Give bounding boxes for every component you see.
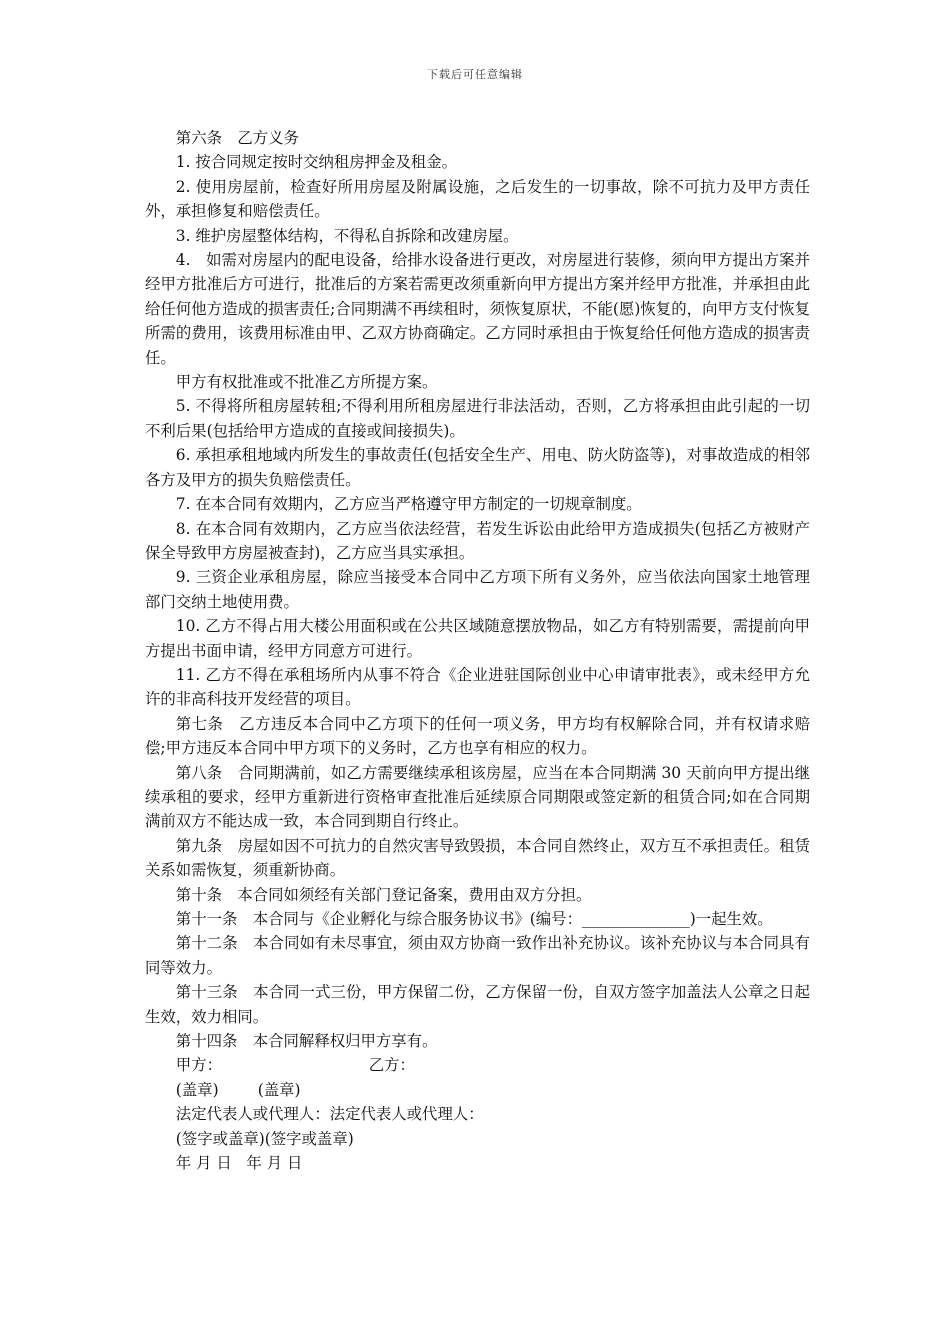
signature-representatives: 法定代表人或代理人：法定代表人或代理人： — [175, 1105, 484, 1124]
clause-paragraph: 5. 不得将所租房屋转租;不得利用所租房屋进行非法活动，否则，乙方将承担由此引起的一切不利后果(包括给甲方造成的直接或间接损失)。 — [145, 397, 810, 440]
article-13: 第十三条 本合同一式三份，甲方保留二份，乙方保留一份，自双方签字加盖法人公章之日起生效，效力相同。 — [145, 983, 810, 1026]
article-11: 第十一条 本合同与《企业孵化与综合服务协议书》(编号：______________)一起生效。 — [175, 910, 773, 928]
article-14: 第十四条 本合同解释权归甲方享有。 — [175, 1032, 438, 1051]
signature-dates: 年 月 日 年 月 日 — [175, 1154, 303, 1173]
clause-paragraph: 8. 在本合同有效期内，乙方应当依法经营，若发生诉讼由此给甲方造成损失(包括乙方被财产保全导致甲方房屋被查封)，乙方应当具实承担。 — [145, 519, 810, 562]
clause-paragraph: 1. 按合同规定按时交纳租房押金及租金。 — [175, 153, 458, 172]
clause-paragraph: 11. 乙方不得在承租场所内从事不符合《企业进驻国际创业中心申请审批表》，或未经甲方允许的非高科技开发经营的项目。 — [145, 665, 810, 709]
contract-body — [145, 126, 810, 1175]
clause-paragraph: 6. 承担承租地域内所发生的事故责任(包括安全生产、用电、防火防盗等)，对事故造成的相邻各方及甲方的损失负赔偿责任。 — [145, 446, 810, 489]
clause-paragraph: 3. 维护房屋整体结构，不得私自拆除和改建房屋。 — [175, 226, 519, 245]
article-6-heading: 第六条 乙方义务 — [175, 129, 299, 147]
clause-paragraph: 4. 如需对房屋内的配电设备，给排水设备进行更改，对房屋进行装修，须向甲方提出方案并经甲方批准后方可进行，批准后的方案若需更改须重新向甲方提出方案并经甲方批准，并承担由此给任何他方造成的损害责任;合同期满不再续租时，须恢复原状，不能(愿)恢复的，向甲方支付恢复所需的费用，该费用标准由甲、乙双方协商确定。乙方同时承担由于恢复给任何他方造成的损害责任。 — [145, 251, 810, 367]
article-7: 第七条 乙方违反本合同中乙方项下的任何一项义务，甲方均有权解除合同，并有权请求赔偿;甲方违反本合同中甲方项下的义务时，乙方也享有相应的权力。 — [145, 714, 810, 758]
clause-paragraph: 2. 使用房屋前，检查好所用房屋及附属设施，之后发生的一切事故，除不可抗力及甲方责任外，承担修复和赔偿责任。 — [145, 177, 810, 221]
signature-signs: (签字或盖章)(签字或盖章) — [175, 1129, 354, 1148]
clause-paragraph: 10. 乙方不得占用大楼公用面积或在公共区域随意摆放物品，如乙方有特别需要，需提前向甲方提出书面申请，经甲方同意方可进行。 — [145, 617, 810, 660]
article-10: 第十条 本合同如须经有关部门登记备案，费用由双方分担。 — [175, 885, 592, 904]
page-header: 下载后可任意编辑 — [427, 68, 523, 81]
signature-seals: (盖章) (盖章) — [175, 1080, 301, 1099]
clause-paragraph: 7. 在本合同有效期内，乙方应当严格遵守甲方制定的一切规章制度。 — [175, 495, 642, 514]
article-9: 第九条 房屋如因不可抗力的自然灾害导致毁损，本合同自然终止，双方互不承担责任。租赁关系如需恢复，须重新协商。 — [145, 836, 810, 880]
signature-parties: 甲方： 乙方： — [175, 1056, 415, 1075]
clause-paragraph: 甲方有权批准或不批准乙方所提方案。 — [175, 373, 438, 392]
clause-paragraph: 9. 三资企业承租房屋，除应当接受本合同中乙方项下所有义务外，应当依法向国家土地管理部门交纳土地使用费。 — [145, 568, 810, 611]
article-8: 第八条 合同期满前，如乙方需要继续承租该房屋，应当在本合同期满 30 天前向甲方提出继续承租的要求，经甲方重新进行资格审查批准后延续原合同期限或签定新的租赁合同;如在合同期满前双方不能达成一致，本合同到期自行终止。 — [145, 763, 810, 831]
article-12: 第十二条 本合同如有未尽事宜，须由双方协商一致作出补充协议。该补充协议与本合同具有同等效力。 — [145, 934, 810, 977]
